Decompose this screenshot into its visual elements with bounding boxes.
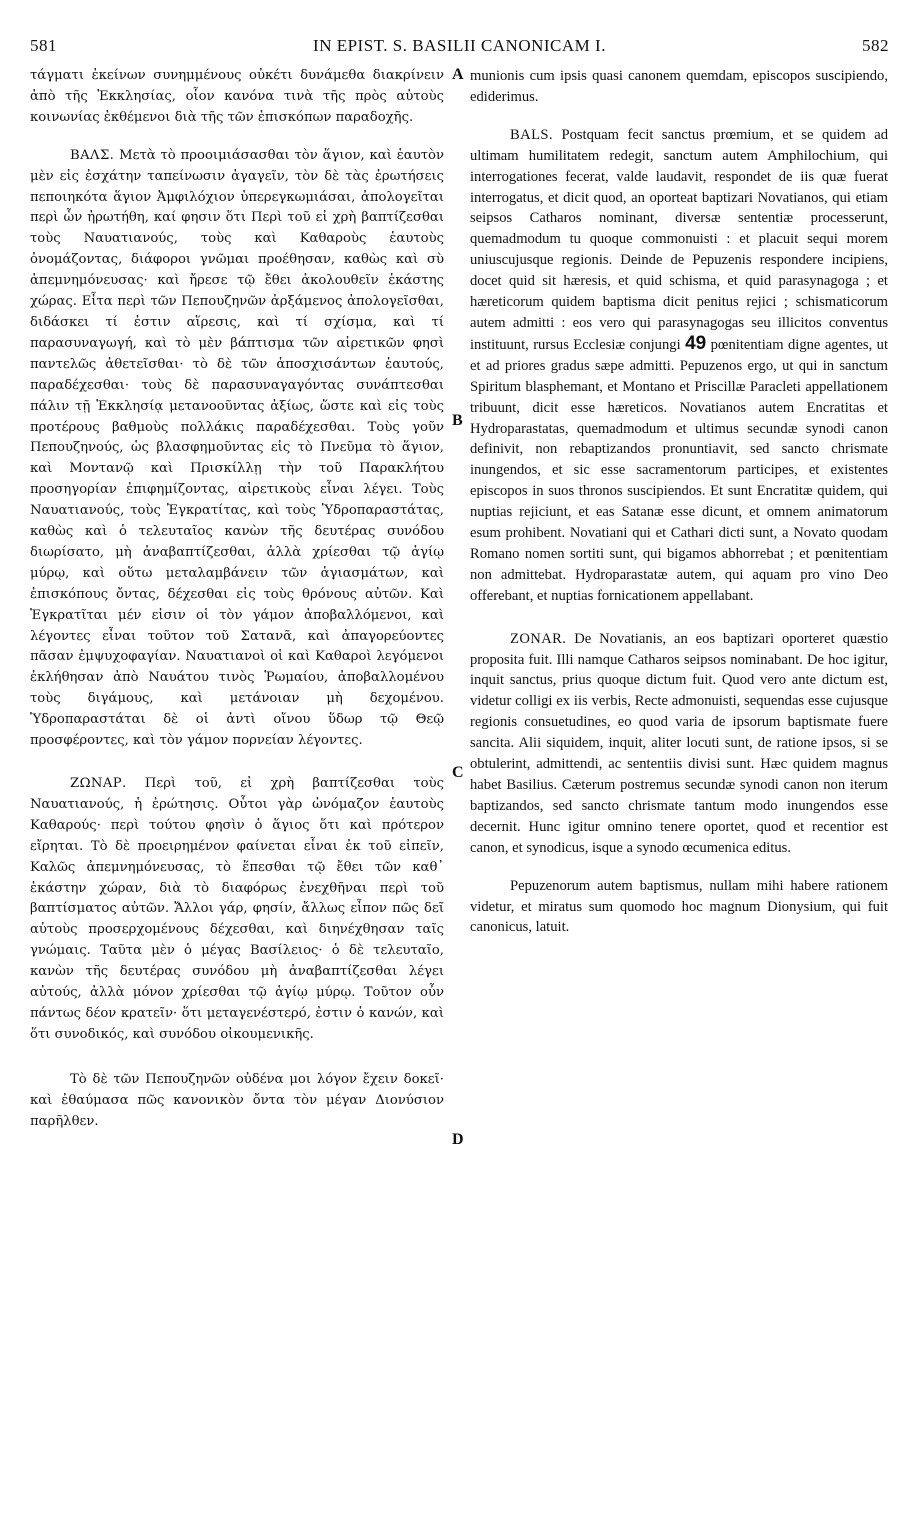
margin-letter-c: C	[452, 764, 464, 781]
greek-zonar-label: ΖΩΝΑΡ.	[70, 776, 127, 791]
latin-final-paragraph: Pepuzenorum autem baptismus, nullam mihi habere rationem videtur, et miratus sum quomodo hoc magnum Dionysium, qui fuit canonicus, latuit.	[470, 877, 888, 936]
greek-bals-label: ΒΑΛΣ.	[70, 147, 115, 163]
latin-column	[470, 66, 888, 938]
margin-letter-d: D	[452, 1131, 464, 1148]
greek-bals-text: Μετὰ τὸ προοιμιάσασθαι τὸν ἅγιον, καὶ ἑαυτὸν μὲν εἰς ἐσχάτην ταπείνωσιν ἀγαγεῖν, τὸν δὲ τὰς ἐρωτήσεις πεποιηκότα ἅγιον Ἀμφιλόχιον ὑπερεγκωμιάσαι, ἀπολογεῖται περὶ ὧν ἠρωτήθη, καί φησιν ὅτι Περὶ τοῦ εἰ χρὴ βαπτίζεσθαι τοὺς Ναυατιανούς, τοὺς καὶ Καθαροὺς ἑαυτοὺς ὀνομάζοντας, διάφοροι γνῶμαι προέθησαν, καθὼς καὶ σὺ ἀπεμνημόνευσας· καὶ ἤρεσε τῷ ἔθει ἀκολουθεῖν ἑκάστης χώρας. Εἶτα περὶ τῶν Πεπουζηνῶν ἀρξάμενος ἀπολογεῖσθαι, διδάσκει τί ἐστιν αἵρεσις, καὶ τί σχίσμα, καὶ τί παρασυναγωγή, καὶ τὸ μὲν βάπτισμα τῶν αἱρετικῶν φησὶ παντελῶς ἀθετεῖσθαι· τὸ δὲ τῶν ἀποσχισάντων ἑαυτούς, παραδέχεσθαι· τοὺς δὲ παρασυναγαγόντας συνάπτεσθαι πάλιν τῇ Ἐκκλησίᾳ μετανοοῦντας ἀξίως, ὥστε καὶ εἰς τοὺς προτέρους βαθμοὺς πολλάκις παραδέχεσθαι. Τοὺς γοῦν Πεπουζηνούς, ὡς βλασφημοῦντας εἰς τὸ Πνεῦμα τὸ ἅγιον, καὶ Μοντανῷ καὶ Πρισκίλλῃ τὴν τοῦ Παρακλήτου προσηγορίαν ἐπιφημίζοντας, αἱρετικοὺς εἶναι λέγει. Τοὺς Ναυατιανούς, τοὺς Ἐγκρατίτας, καὶ τοὺς Ὑδροπαραστάτας, καθὼς καὶ ὁ τελευταῖος κανὼν τῆς δευτέρας συνόδου διωρίσατο, μὴ ἀναβαπτίζεσθαι, ἀλλὰ χρίεσθαι τῷ ἁγίῳ μύρῳ, καὶ οὕτω μεταλαμβάνειν τῶν ἁγιασμάτων, καὶ ἐπισκόπους ὄντας, δέχεσθαι εἰς τοὺς θρόνους αὐτῶν. Καὶ Ἐγκρατῖται μέν εἰσιν οἱ τὸν γάμον ἀποβαλλόμενοι, καὶ λέγοντες εἶναι τοῦτον τοῦ Σατανᾶ, καὶ ἀπαγορεύοντες πᾶσαν ἐμψυχοφαγίαν. Ναυατιανοὶ οἱ καὶ Καθαροὶ λεγόμενοι ἐκλήθησαν ἀπὸ Ναυάτου τινὸς Ῥωμαίου, ἀποβαλλομένου τοὺς διγάμους, καὶ μετάνοιαν μὴ δεχομένου. Ὑδροπαραστάται δὲ οἱ ἀντὶ οἴνου ὕδωρ τῷ Θεῷ προσφέροντες, καὶ τὸν γάμον πορνείαν λέγοντες.	[30, 147, 444, 749]
page-number-left: 581	[30, 36, 57, 55]
greek-zonar-paragraph	[30, 774, 444, 1046]
latin-zonar-text: De Novatianis, an eos baptizari oporteret quæstio proposita fuit. Illi namque Catharos seipsos nominabant. De hoc igitur, inquit sanctus, prius quoque dictum fuit. Quod vero ante dictum est, videtur colligi ex iis verbis, Recte admonuisti, sequendas esse cujusque regionis consuetudines, eo quod varia de ipsorum baptismate fuere sancita. Alii siquidem, inquit, aliter locuti sunt, de ratione ipsos, si se obtulerint, admittendi, ac sententiis divisi sunt. Hæc quidem magnus habet Basilius. Cæterum postremus secundæ synodi canon non iterum baptizandos, sed sancto chrismate tantum modo inungendos esse decernit. Hunc igitur omnino tenere oportet, quod et recentior est canon, et synodicus, isque a synodo œcumenica editus.	[470, 630, 888, 856]
latin-bals-text-2: pœnitentiam digne agentes, ut et ad priores gradus sæpe admitti. Pepuzenos ergo, ut qui in sanctum Spiritum blasphemant, et Montano et Priscillæ Paracleti appellationem tribuunt, dicit esse hæreticos. Novatianos autem Encratitas et Hydroparastatas, quemadmodum et ultimus secundæ synodi canon definivit, non rebaptizandos pronuntiavit, sed sancto chrismate inungendos, et sic esse sacramentorum participes, et existentes episcopos in suos thronos suscipiendos. Et sunt Encratitæ quidem, qui nuptias rejiciunt, et eas Satanæ esse dicunt, et omnem animatorum esum prohibent. Novatiani qui et Cathari dicti sunt, a Novato quodam Romano nomen sortiti sunt, qui bigamos abhorrebat ; et pœnitentiam non admittebat. Hydroparastatæ autem, qui aquam pro vino Deo offerebant, et nuptias fornicationem appellabant.	[470, 336, 888, 604]
latin-bals-label: BALS.	[510, 126, 553, 143]
greek-column	[30, 66, 444, 1133]
latin-zonar-label: ZONAR.	[510, 630, 567, 647]
margin-letter-a: A	[452, 66, 464, 83]
greek-bals-paragraph	[30, 146, 444, 752]
margin-letter-b: B	[452, 412, 463, 429]
latin-intro: munionis cum ipsis quasi canonem quemdam, episcopos suscipiendo, ediderimus.	[470, 68, 888, 105]
latin-bals-paragraph	[470, 125, 888, 607]
latin-zonar-paragraph	[470, 629, 888, 859]
latin-bals-text-1: Postquam fecit sanctus prœmium, et se quidem ad ultimam humilitatem redegit, sanctum autem Amphilochium, qui interrogationes fecerat, valde laudavit, respondet de iis quæ fuerat interrogatus, et dicit quod, an oporteat baptizari Novatianos, qui etiam seipsos Catharos nominant, diversæ sententiæ processerunt, quemadmodum tu quoque commonuisti : et placuit sequi morem uniuscujusque regionis. Deinde de Pepuzenis respondere incipiens, docet quid sit hæresis, et quid schisma, et quid parasynagoga ; et hæreticorum quidem baptisma dicit penitus rejici ; schismaticorum autem admitti : eos vero qui parasynagogas seu illicitos conventus instituunt, rursus Ecclesiæ conjungi	[470, 126, 888, 353]
greek-zonar-text: Περὶ τοῦ, εἰ χρὴ βαπτίζεσθαι τοὺς Ναυατιανούς, ἡ ἐρώτησις. Οὗτοι γὰρ ὠνόμαζον ἑαυτοὺς Καθαρούς· περὶ τούτου φησὶν ὁ ἅγιος ὅτι καὶ πρότερον εἴρηται. Τὸ δὲ προειρημένον φαίνεται εἶναι ἐκ τοῦ εἰπεῖν, Καλῶς ἀπεμνημόνευσας, τὸ ἕπεσθαι τῷ ἔθει τῶν καθ᾽ ἑκάστην χώραν, διὰ τὸ διαφόρως ἐνεχθῆναι περὶ τοῦ βαπτίσματος αὐτῶν. Ἄλλοι γάρ, φησίν, ἄλλως εἶπον πῶς δεῖ αὐτοὺς προσερχομένους δέχεσθαι, καὶ διηνέχθησαν ταῖς γνώμαις. Ταῦτα μὲν ὁ μέγας Βασίλειος· ὁ δὲ τελευταῖο, κανὼν τῆς δευτέρας συνόδου μὴ ἀναβαπτίζεσθαι λέγει αὐτούς, ἀλλὰ μόνον χρίεσθαι τῷ ἁγίῳ μύρῳ. Τοῦτον οὖν πάντως δέον κρατεῖν· ὅτι μεταγενέστερό, ἐστιν ὁ κανών, καὶ ὅτι συνοδικός, καὶ συνόδου οἰκουμενικῆς.	[30, 776, 444, 1042]
page-number-right: 582	[862, 36, 889, 55]
running-title: IN EPIST. S. BASILII CANONICAM I.	[313, 36, 606, 55]
running-head	[30, 36, 889, 60]
greek-final-paragraph: Τὸ δὲ τῶν Πεπουζηνῶν οὐδένα μοι λόγον ἔχειν δοκεῖ· καὶ ἐθαύμασα πῶς κανονικὸν ὄντα τὸν μέγαν Διονύσιον παρῆλθεν.	[30, 1071, 444, 1129]
column-number: 49	[685, 332, 707, 354]
greek-intro: τάγματι ἐκείνων συνημμένους οὐκέτι δυνάμεθα διακρίνειν ἀπὸ τῆς Ἐκκλησίας, οἷον κανόνα τινὰ τῆς πρὸς αὐτοὺς κοινωνίας ἐκθέμενοι διὰ τῆς τῶν ἐπισκόπων παραδοχῆς.	[30, 68, 444, 125]
